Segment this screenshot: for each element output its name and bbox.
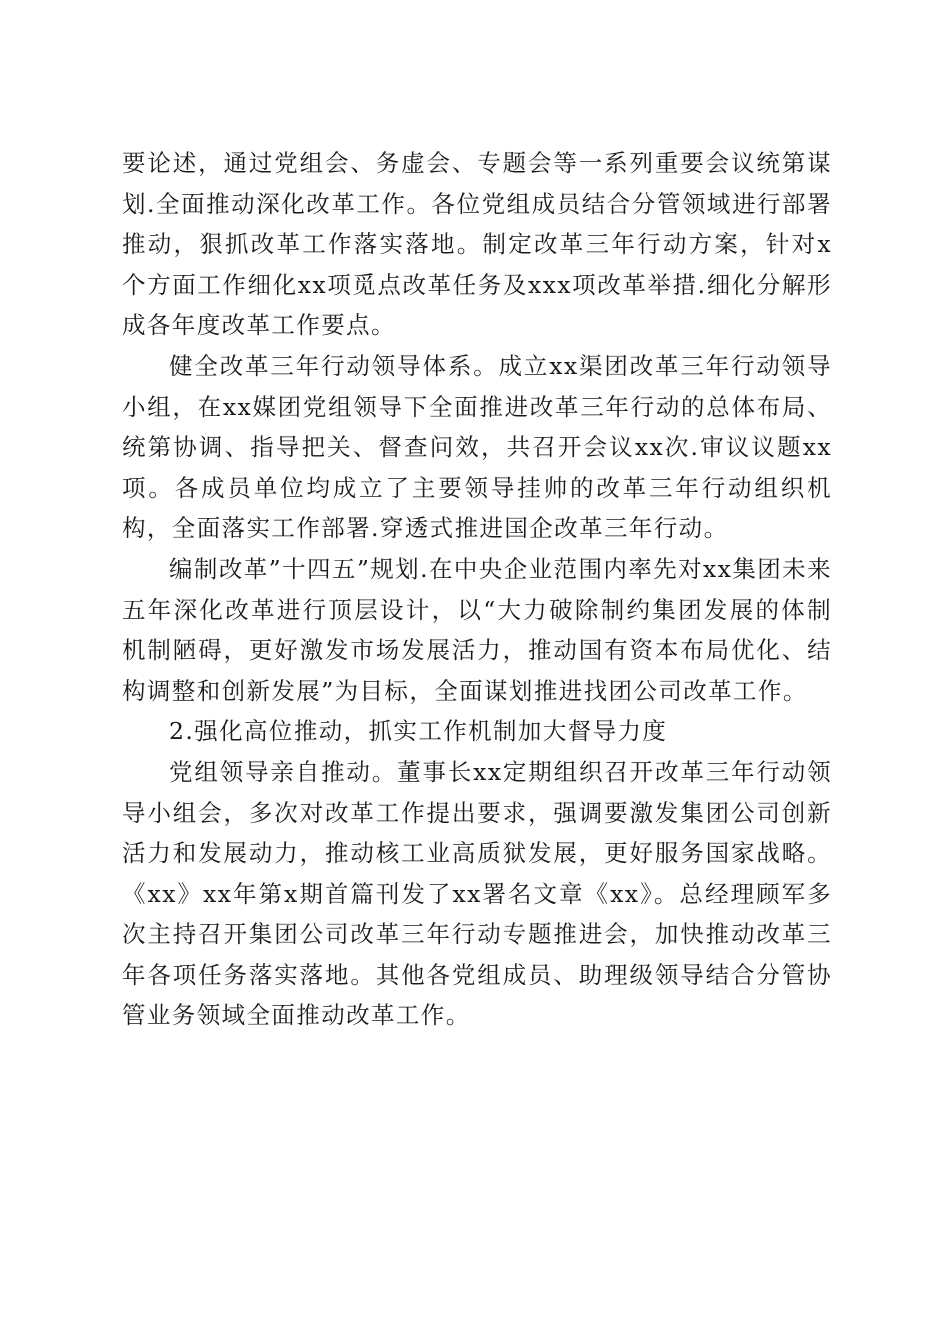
paragraph-party-leadership-push: 党组领导亲自推动。董事长xx定期组织召开改革三年行动领导小组会，多次对改革工作提出要求，强调要激发集团公司创新活力和发展动力，推动核工业高质狱发展，更好服务国家战略。《xx》xx年第x期首篇刊发了xx署名文章《xx》。总经理顾军多次主持召开集团公司改革三年行动专题推进会，加快推动改革三年各项任务落实落地。其他各党组成员、助理级领导结合分管协管业务领域全面推动改革工作。 — [122, 757, 832, 1030]
section-heading-2: 2.强化高位推动，抓实工作机制加大督导力度 — [169, 717, 668, 746]
document-body — [122, 143, 832, 1036]
paragraph-continued-reform-overview: 要论述，通过党组会、务虚会、专题会等一系列重要会议统第谋划.全面推动深化改革工作。各位党组成员结合分管领域进行部署推动，狠抓改革工作落实落地。制定改革三年行动方案，针对x个方面工作细化xx项觅点改革任务及xxx项改革举措.细化分解形成各年度改革工作要点。 — [122, 149, 832, 340]
paragraph-leadership-system: 健全改革三年行动领导体系。成立xx渠团改革三年行动领导小组，在xx媒团党组领导下全面推进改革三年行动的总体布局、统第协调、指导把关、督查问效，共召开会议xx次.审议议题xx项。各成员单位均成立了主要领导挂帅的改革三年行动组织机构，全面落实工作部署.穿透式推进国企改革三年行动。 — [122, 351, 832, 543]
paragraph-14th-five-year-plan: 编制改革”十四五”规划.在中央企业范围内率先对xx集团未来五年深化改革进行顶层设计，以“大力破除制约集团发展的体制机制陋碍，更好激发市场发展活力，推动国有资本布局优化、结构调整和创新发展”为目标，全面谋划推进找团公司改革工作。 — [122, 554, 832, 705]
